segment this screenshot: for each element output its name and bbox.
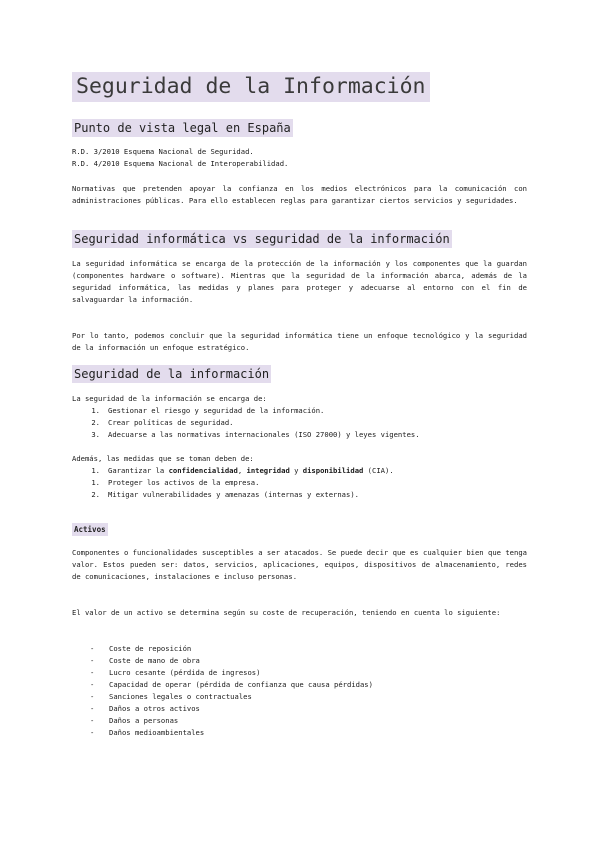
- seguridad-intro-1: La seguridad de la información se encarga de:: [72, 394, 267, 403]
- list-text-separator: y: [289, 466, 303, 475]
- informatica-paragraph-2: Por lo tanto, podemos concluir que la seguridad informática tiene un enfoque tecnológico y la seguridad de la información un enfoque estratégico.: [72, 331, 527, 352]
- list-text: Gestionar el riesgo y seguridad de la información.: [108, 406, 325, 415]
- bullet-dash: -: [90, 644, 95, 653]
- list-text: Mitigar vulnerabilidades y amenazas (internas y externas).: [108, 490, 359, 499]
- list-number: 1.: [91, 478, 100, 487]
- list-text: Lucro cesante (pérdida de ingresos): [109, 668, 261, 677]
- section-heading-seguridad-info: Seguridad de la información: [74, 367, 270, 381]
- list-text: Capacidad de operar (pérdida de confianza que causa pérdidas): [109, 680, 373, 689]
- informatica-paragraph-1: La seguridad informática se encarga de la protección de la información y los componentes que la guardan (componentes hardware o software). Mientras que la seguridad de la información abarca, además de la seguridad informática, las medidas y planes para proteger y adecuarse al entorno con el fin de salvaguardar la información.: [72, 259, 527, 304]
- bullet-dash: -: [90, 716, 95, 725]
- legal-paragraph: Normativas que pretenden apoyar la confianza en los medios electrónicos para la comunicación con administraciones públicas. Para ello establecen reglas para garantizar ciertos servicios y seguridades.: [72, 184, 527, 205]
- list-text: Crear políticas de seguridad.: [108, 418, 234, 427]
- legal-line-1: R.D. 3/2010 Esquema Nacional de Seguridad.: [72, 147, 254, 156]
- list-text: Adecuarse a las normativas internacionales (ISO 27000) y leyes vigentes.: [108, 430, 420, 439]
- activos-paragraph-2: El valor de un activo se determina según su coste de recuperación, teniendo en cuenta lo siguiente:: [72, 608, 501, 617]
- list-number: 2.: [91, 418, 100, 427]
- list-text: Sanciones legales o contractuales: [109, 692, 252, 701]
- bullet-dash: -: [90, 680, 95, 689]
- bullet-dash: -: [90, 692, 95, 701]
- bullet-dash: -: [90, 656, 95, 665]
- bold-term-integridad: integridad: [246, 466, 290, 475]
- list-text: Daños a personas: [109, 716, 179, 725]
- section-heading-informatica: Seguridad informática vs seguridad de la información: [74, 232, 450, 246]
- list-text-separator: ,: [237, 466, 247, 475]
- list-text: Proteger los activos de la empresa.: [108, 478, 260, 487]
- seguridad-intro-2: Además, las medidas que se toman deben de:: [72, 454, 254, 463]
- list-number: 1.: [91, 406, 100, 415]
- section-heading-legal: Punto de vista legal en España: [74, 121, 291, 135]
- list-text: [108, 465, 394, 477]
- list-number: 3.: [91, 430, 100, 439]
- list-text: Coste de reposición: [109, 644, 192, 653]
- list-number: 2.: [91, 490, 100, 499]
- list-text-part: (CIA).: [363, 466, 394, 475]
- activos-heading: Activos: [74, 525, 106, 534]
- list-text: Daños a otros activos: [109, 704, 200, 713]
- bullet-dash: -: [90, 728, 95, 737]
- list-text-part: Garantizar la: [108, 466, 169, 475]
- bullet-dash: -: [90, 704, 95, 713]
- page-title: Seguridad de la Información: [72, 72, 430, 102]
- list-text: Coste de mano de obra: [109, 656, 200, 665]
- bold-term-disponibilidad: disponibilidad: [302, 466, 364, 475]
- list-number: 1.: [91, 466, 100, 475]
- list-text: Daños medioambientales: [109, 728, 205, 737]
- legal-line-2: R.D. 4/2010 Esquema Nacional de Interoperabilidad.: [72, 159, 289, 168]
- bullet-dash: -: [90, 668, 95, 677]
- bold-term-confidencialidad: confidencialidad: [168, 466, 238, 475]
- activos-paragraph-1: Componentes o funcionalidades susceptibles a ser atacados. Se puede decir que es cualquier bien que tenga valor. Estos pueden ser: datos, servicios, aplicaciones, equipos, dispositivos de almacenamiento, redes de comunicaciones, instalaciones e incluso personas.: [72, 548, 527, 581]
